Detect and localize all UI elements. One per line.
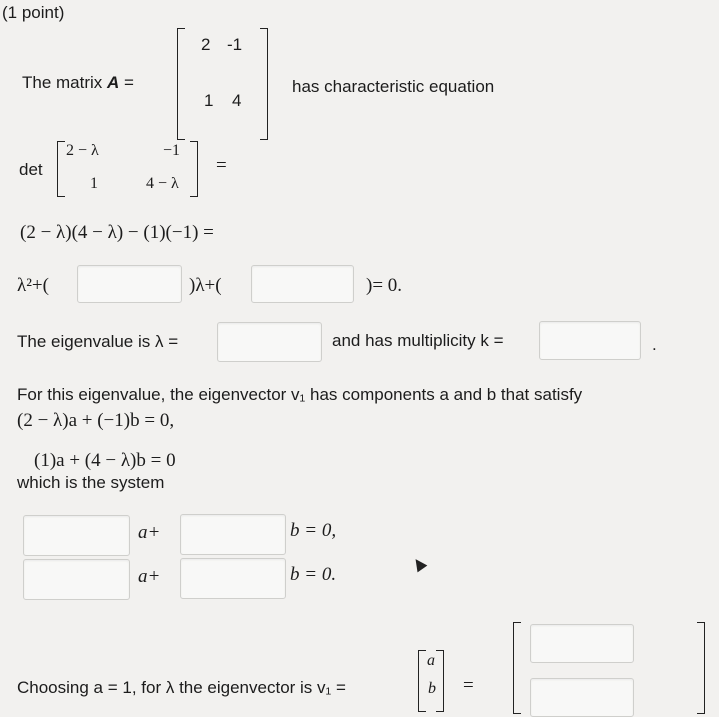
coef0-input[interactable] — [251, 265, 354, 303]
system-r1-end: b = 0, — [290, 520, 337, 541]
eigenvector-eq2: (1)a + (4 − λ)b = 0 — [34, 450, 176, 471]
char-poly-mid: )λ+( — [189, 275, 222, 296]
det-right-bracket — [190, 141, 198, 197]
eigenvalue-input[interactable] — [217, 322, 322, 362]
char-poly-lead: λ²+( — [17, 275, 49, 296]
matrix-suffix: has characteristic equation — [292, 77, 495, 96]
mouse-cursor-icon — [411, 556, 428, 573]
char-poly-tail: )= 0. — [366, 275, 403, 296]
vector-a: a — [427, 652, 435, 669]
system-r2-b-input[interactable] — [180, 558, 286, 599]
answer-vector-left-bracket — [513, 622, 521, 714]
vector-equals: = — [463, 675, 474, 696]
answer-vector-right-bracket — [697, 622, 705, 714]
det-equals: = — [216, 155, 227, 176]
matrix-right-bracket — [260, 28, 268, 140]
vector-b: b — [428, 680, 436, 697]
eigenvector-intro: For this eigenvalue, the eigenvector v₁ has components a and b that satisfy — [17, 385, 583, 404]
matrix-left-bracket — [177, 28, 185, 140]
vector-component-2-input[interactable] — [530, 678, 634, 717]
final-text: Choosing a = 1, for λ the eigenvector is v₁ = — [17, 678, 346, 697]
vector-left-bracket — [418, 650, 426, 712]
expansion-text: (2 − λ)(4 − λ) − (1)(−1) = — [20, 222, 214, 243]
eigenvector-eq1: (2 − λ)a + (−1)b = 0, — [17, 410, 175, 431]
multiplicity-input[interactable] — [539, 321, 641, 360]
multiplicity-period: . — [652, 335, 657, 354]
matrix-prefix-text: The matrix — [22, 73, 103, 92]
multiplicity-label: and has multiplicity k = — [332, 331, 504, 350]
vector-component-1-input[interactable] — [530, 624, 634, 663]
det-a21: 1 — [90, 175, 98, 192]
coef1-input[interactable] — [77, 265, 182, 303]
points-label: (1 point) — [2, 3, 65, 22]
system-r2-mid: a+ — [138, 566, 161, 587]
det-label: det — [19, 160, 43, 179]
matrix-r1c1: 2 — [201, 35, 211, 54]
matrix-r2c1: 1 — [204, 91, 214, 110]
system-r2-end: b = 0. — [290, 564, 337, 585]
matrix-r2c2: 4 — [232, 91, 242, 110]
system-r2-a-input[interactable] — [23, 559, 130, 600]
matrix-equals: = — [124, 73, 134, 92]
det-a22: 4 − λ — [146, 175, 179, 192]
system-intro: which is the system — [17, 473, 165, 492]
matrix-prefix — [22, 73, 134, 93]
system-r1-mid: a+ — [138, 522, 161, 543]
det-a12: −1 — [163, 142, 181, 159]
eigenvalue-label: The eigenvalue is λ = — [17, 332, 179, 351]
det-left-bracket — [57, 141, 65, 197]
matrix-r1c2: -1 — [227, 35, 243, 54]
det-a11: 2 − λ — [66, 142, 99, 159]
system-r1-a-input[interactable] — [23, 515, 130, 556]
matrix-variable: A — [107, 73, 120, 92]
system-r1-b-input[interactable] — [180, 514, 286, 555]
vector-right-bracket — [436, 650, 444, 712]
